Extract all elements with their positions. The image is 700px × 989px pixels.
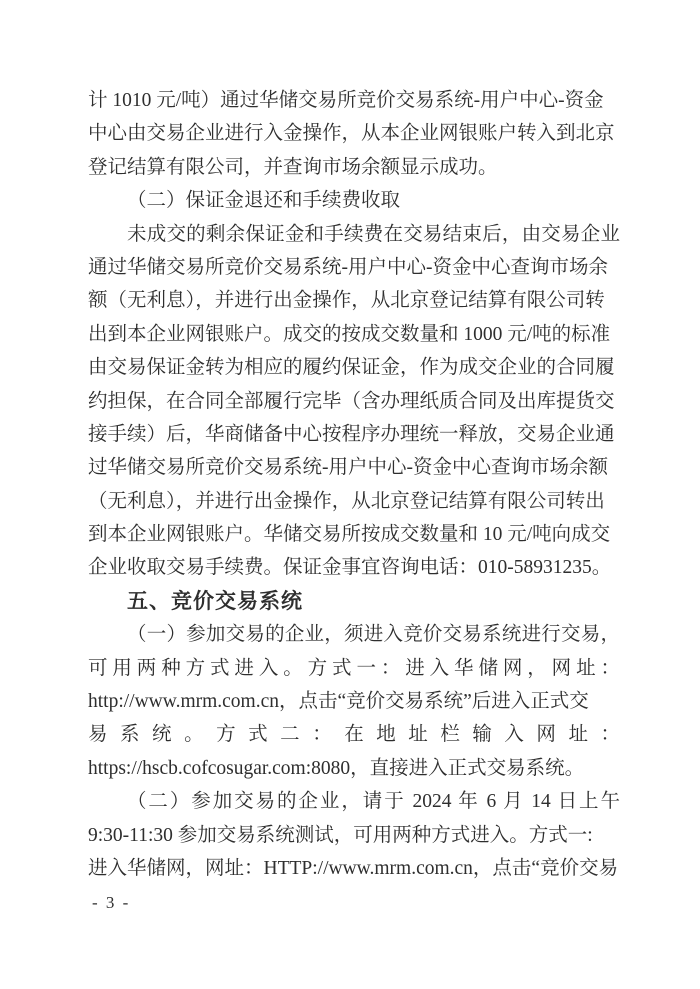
- text-line: 到本企业网银账户。华储交易所按成交数量和 10 元/吨向成交: [88, 524, 611, 546]
- text-line: 进入华储网，网址：HTTP://www.mrm.com.cn，点击“竞价交易: [88, 857, 619, 879]
- text-line: 额（无利息），并进行出金操作，从北京登记结算有限公司转: [88, 290, 605, 312]
- text-line: https://hscb.cofcosugar.com:8080，直接进入正式交易系统。: [88, 757, 585, 779]
- text-line: 过华储交易所竞价交易系统-用户中心-资金中心查询市场余额: [88, 457, 608, 479]
- text-line: （无利息），并进行出金操作，从北京登记结算有限公司转出: [88, 490, 605, 512]
- text-line: 企业收取交易手续费。保证金事宜咨询电话：010-58931235。: [88, 557, 612, 579]
- text-line: （二）保证金退还和手续费收取: [127, 190, 401, 212]
- page-number: - 3 -: [92, 893, 131, 912]
- text-line: 计 1010 元/吨）通过华储交易所竞价交易系统-用户中心-资金: [88, 90, 604, 111]
- document-body: [88, 84, 620, 885]
- text-line: 登记结算有限公司，并查询市场余额显示成功。: [88, 156, 498, 178]
- text-line: 出到本企业网银账户。成交的按成交数量和 1000 元/吨的标准: [88, 323, 611, 345]
- text-line: http://www.mrm.com.cn，点击“竞价交易系统”后进入正式交: [88, 691, 589, 713]
- text-line: 接手续）后，华商储备中心按程序办理统一释放，交易企业通: [88, 423, 615, 445]
- section-heading: 五、竞价交易系统: [127, 589, 303, 613]
- text-line: 易系统。方式二：在地址栏输入网址：: [88, 724, 620, 746]
- text-line: 通过华储交易所竞价交易系统-用户中心-资金中心查询市场余: [88, 256, 608, 278]
- text-line: 9:30-11:30 参加交易系统测试，可用两种方式进入。方式一:: [88, 824, 593, 846]
- text-line: 约担保，在合同全部履行完毕（含办理纸质合同及出库提货交: [88, 390, 615, 412]
- text-line: 由交易保证金转为相应的履约保证金，作为成交企业的合同履: [88, 357, 615, 379]
- text-line: （一）参加交易的企业，须进入竞价交易系统进行交易，: [127, 624, 620, 646]
- text-line: 中心由交易企业进行入金操作，从本企业网银账户转入到北京: [88, 123, 615, 145]
- text-line: 可用两种方式进入。方式一：进入华储网，网址：: [88, 657, 620, 679]
- text-line: （二）参加交易的企业，请于 2024 年 6 月 14 日上午: [127, 791, 620, 813]
- text-line: 未成交的剩余保证金和手续费在交易结束后，由交易企业: [127, 223, 620, 245]
